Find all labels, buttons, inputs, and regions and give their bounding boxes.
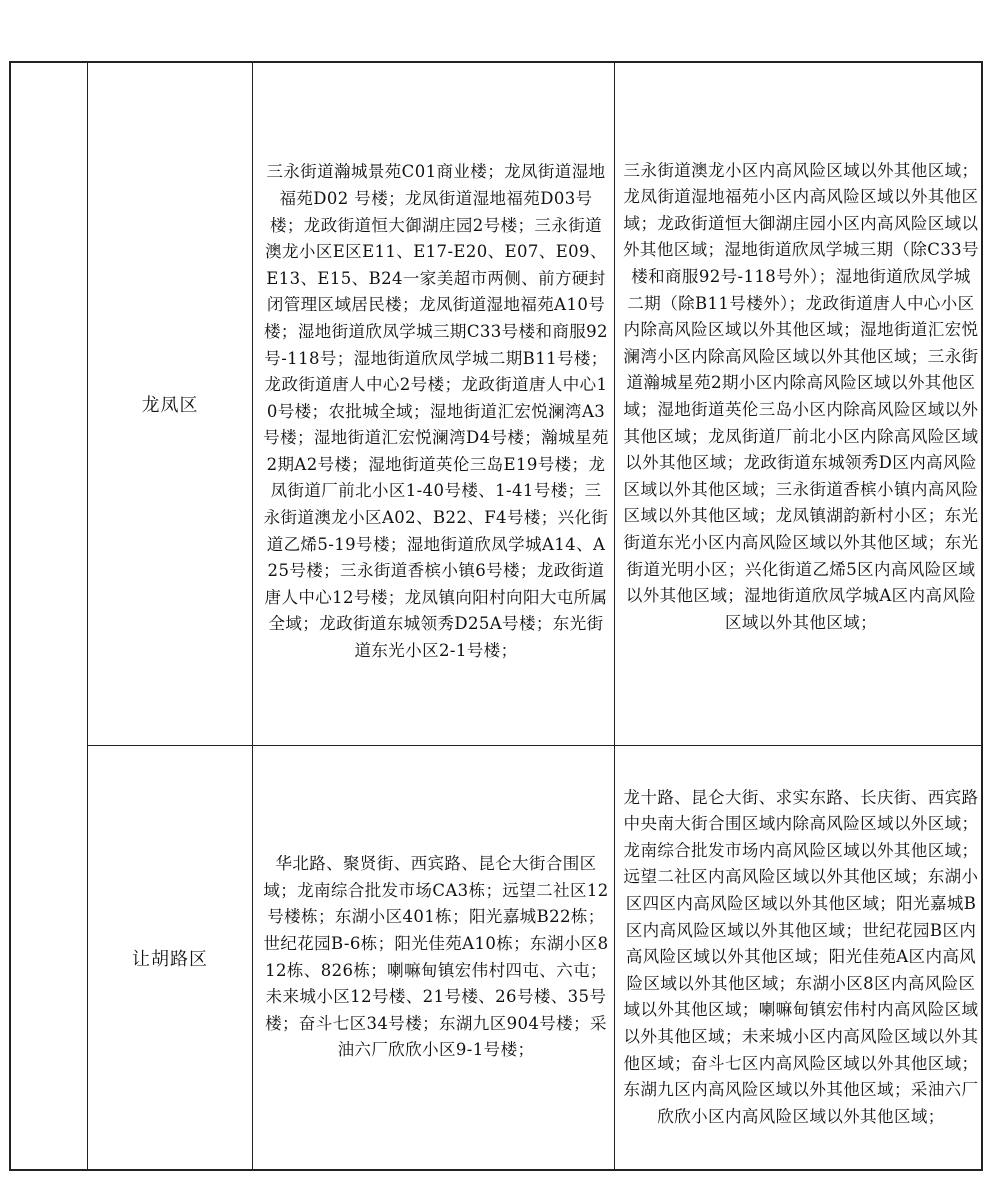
medium-risk-text: 三永街道澳龙小区内高风险区域以外其他区域；龙凤街道湿地福苑小区内高风险区域以外其他区域；龙政街道恒大御湖庄园小区内高风险区域以外其他区域；湿地街道欣凤学城三期（除C33号楼和商服92号-118号外）；湿地街道欣凤学城二期（除B11号楼外）；龙政街道唐人中心小区内除高风险区域以外其他区域；湿地街道汇宏悦澜湾小区内除高风险区域以外其他区域；三永街道瀚城星苑2期小区内除高风险区域以外其他区域；湿地街道英伦三岛小区内除高风险区域以外其他区域；龙凤街道厂前北小区内除高风险区域以外其他区域；龙政街道东城领秀D区内高风险区域以外其他区域；三永街道香槟小镇内高风险区域以外其他区域；龙凤镇湖韵新村小区；东光街道东光小区内高风险区域以外其他区域；东光街道光明小区；兴化街道乙烯5区内高风险区域以外其他区域；湿地街道欣凤学城A区内高风险区域以外其他区域； bbox=[623, 160, 979, 632]
high-risk-cell bbox=[253, 63, 614, 745]
medium-risk-cell bbox=[615, 63, 983, 745]
high-risk-text: 三永街道瀚城景苑C01商业楼；龙凤街道湿地福苑D02 号楼；龙凤街道湿地福苑D03号楼；龙政街道恒大御湖庄园2号楼；三永街道澳龙小区E区E11、E17-E20、E07、E09、E13、E15、B24一家美超市两侧、前方硬封闭管理区域居民楼；龙凤街道湿地福苑A10号楼；湿地街道欣凤学城三期C33号楼和商服92号-118号；湿地街道欣凤学城二期B11号楼；龙政街道唐人中心2号楼；龙政街道唐人中心10号楼；农批城全域；湿地街道汇宏悦澜湾A3号楼；湿地街道汇宏悦澜湾D4号楼；瀚城星苑2期A2号楼；湿地街道英伦三岛E19号楼；龙凤街道厂前北小区1-40号楼、1-41号楼；三永街道澳龙小区A02、B22、F4号楼；兴化街道乙烯5-19号楼；湿地街道欣凤学城A14、A25号楼；三永街道香槟小镇6号楼；龙政街道唐人中心12号楼；龙凤镇向阳村向阳大屯所属全域；龙政街道东城领秀D25A号楼；东光街道东光小区2-1号楼； bbox=[263, 162, 609, 661]
index-cell bbox=[11, 63, 87, 1169]
district-name: 龙凤区 bbox=[141, 395, 199, 416]
risk-area-table bbox=[9, 61, 983, 1171]
medium-risk-text: 龙十路、昆仑大街、求实东路、长庆街、西宾路中央南大街合围区域内除高风险区域以外区域；龙南综合批发市场内高风险区域以外其他区域；远望二社区内高风险区域以外其他区域；东湖小区四区内高风险区域以外其他区域；阳光嘉城B区内高风险区域以外其他区域；世纪花园B区内高风险区域以外其他区域；阳光佳苑A区内高风险区域以外其他区域；东湖小区8区内高风险区域以外其他区域；喇嘛甸镇宏伟村内高风险区域以外其他区域；未来城小区内高风险区域以外其他区域；奋斗七区内高风险区域以外其他区域；东湖九区内高风险区域以外其他区域；采油六厂欣欣小区内高风险区域以外其他区域； bbox=[623, 787, 979, 1126]
high-risk-cell bbox=[253, 746, 614, 1169]
medium-risk-cell bbox=[615, 746, 983, 1169]
high-risk-text: 华北路、聚贤街、西宾路、昆仑大街合围区域；龙南综合批发市场CA3栋；远望二社区12号楼栋；东湖小区401栋；阳光嘉城B22栋；世纪花园B-6栋；阳光佳苑A10栋；东湖小区812栋、826栋；喇嘛甸镇宏伟村四屯、六屯；未来城小区12号楼、21号楼、26号楼、35号楼；奋斗七区34号楼；东湖九区904号楼；采油六厂欣欣小区9-1号楼； bbox=[263, 854, 609, 1060]
district-name: 让胡路区 bbox=[132, 948, 208, 970]
